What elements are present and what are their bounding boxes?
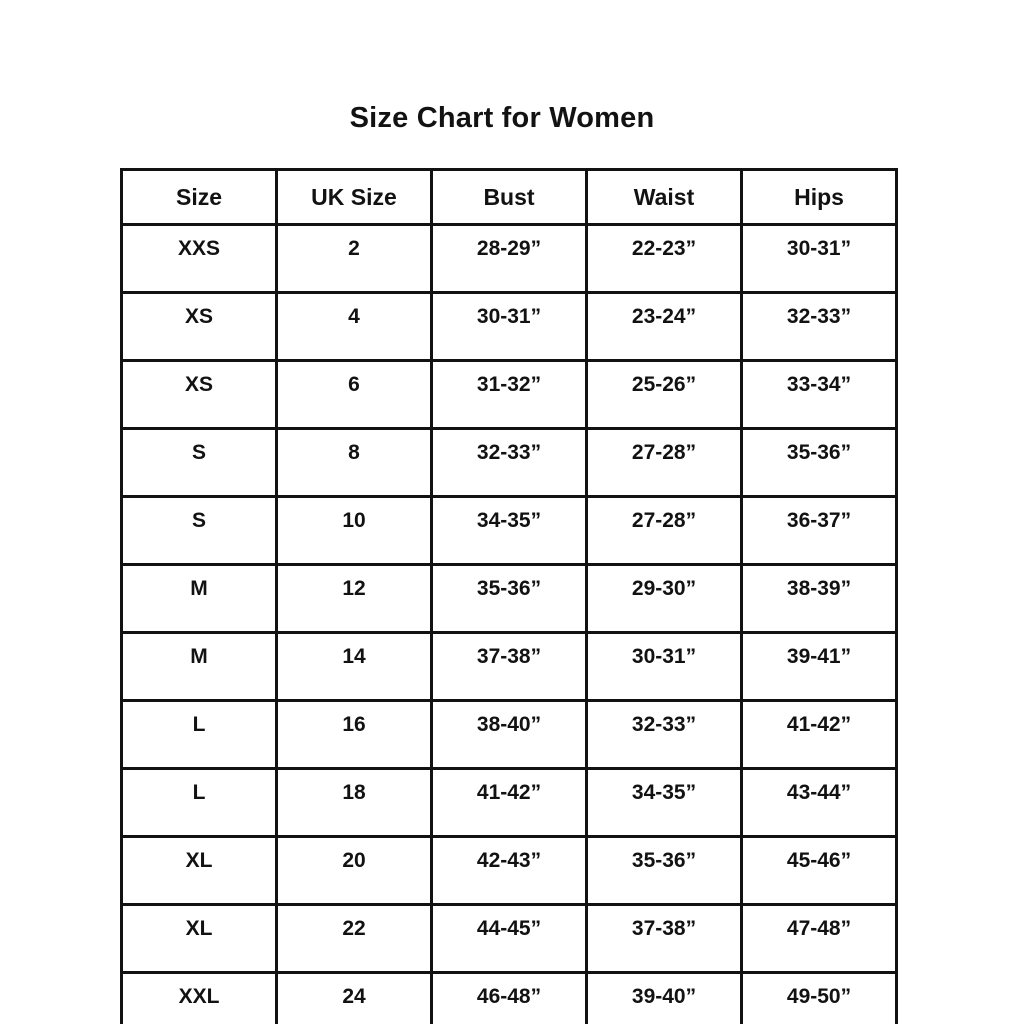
page-title: Size Chart for Women [349,102,655,134]
table-row [122,701,897,769]
table-row [122,565,897,633]
table-cell: XL [122,837,277,905]
table-row [122,633,897,701]
table-cell: 36-37” [742,497,897,565]
table-cell: 8 [277,429,432,497]
table-cell: 6 [277,361,432,429]
table-cell: 2 [277,225,432,293]
table-cell: 42-43” [432,837,587,905]
table-cell: 18 [277,769,432,837]
table-row [122,769,897,837]
table-cell: 33-34” [742,361,897,429]
table-cell: XXS [122,225,277,293]
table-cell: 32-33” [742,293,897,361]
table-cell: M [122,565,277,633]
table-cell: 4 [277,293,432,361]
column-header-uk-size: UK Size [277,170,432,225]
table-cell: 29-30” [587,565,742,633]
table-cell: 32-33” [587,701,742,769]
table-cell: S [122,429,277,497]
table-cell: 28-29” [432,225,587,293]
table-cell: 49-50” [742,973,897,1024]
table-cell: 22 [277,905,432,973]
table-cell: 24 [277,973,432,1024]
table-cell: 10 [277,497,432,565]
table-cell: 41-42” [742,701,897,769]
table-cell: 23-24” [587,293,742,361]
table-row [122,361,897,429]
table-cell: 39-40” [587,973,742,1024]
table-cell: XS [122,361,277,429]
table-cell: 30-31” [587,633,742,701]
table-cell: L [122,769,277,837]
column-header-bust: Bust [432,170,587,225]
table-cell: 41-42” [432,769,587,837]
table-cell: 16 [277,701,432,769]
column-header-waist: Waist [587,170,742,225]
table-cell: 35-36” [587,837,742,905]
table-cell: 25-26” [587,361,742,429]
table-cell: 30-31” [742,225,897,293]
table-row [122,837,897,905]
table-cell: 38-40” [432,701,587,769]
table-header-row [122,170,897,225]
table-cell: 30-31” [432,293,587,361]
table-body [122,225,897,1024]
table-cell: 45-46” [742,837,897,905]
size-chart-table [120,168,898,1024]
table-cell: 38-39” [742,565,897,633]
table-cell: 27-28” [587,429,742,497]
table-row [122,429,897,497]
table-cell: 27-28” [587,497,742,565]
table-cell: 34-35” [432,497,587,565]
table-cell: S [122,497,277,565]
table-cell: 35-36” [742,429,897,497]
table-cell: M [122,633,277,701]
table-cell: 32-33” [432,429,587,497]
table-cell: L [122,701,277,769]
table-cell: 20 [277,837,432,905]
table-cell: 31-32” [432,361,587,429]
table-row [122,973,897,1024]
table-cell: 22-23” [587,225,742,293]
table-cell: 34-35” [587,769,742,837]
table-cell: XS [122,293,277,361]
table-cell: 39-41” [742,633,897,701]
table-row [122,293,897,361]
table-row [122,497,897,565]
table-cell: 14 [277,633,432,701]
table-cell: 37-38” [432,633,587,701]
table-cell: 12 [277,565,432,633]
table-cell: 35-36” [432,565,587,633]
table-cell: 46-48” [432,973,587,1024]
table-cell: 44-45” [432,905,587,973]
table-cell: XXL [122,973,277,1024]
table-cell: 43-44” [742,769,897,837]
table-cell: 47-48” [742,905,897,973]
table-row [122,225,897,293]
table-cell: 37-38” [587,905,742,973]
table-row [122,905,897,973]
table-cell: XL [122,905,277,973]
column-header-size: Size [122,170,277,225]
column-header-hips: Hips [742,170,897,225]
